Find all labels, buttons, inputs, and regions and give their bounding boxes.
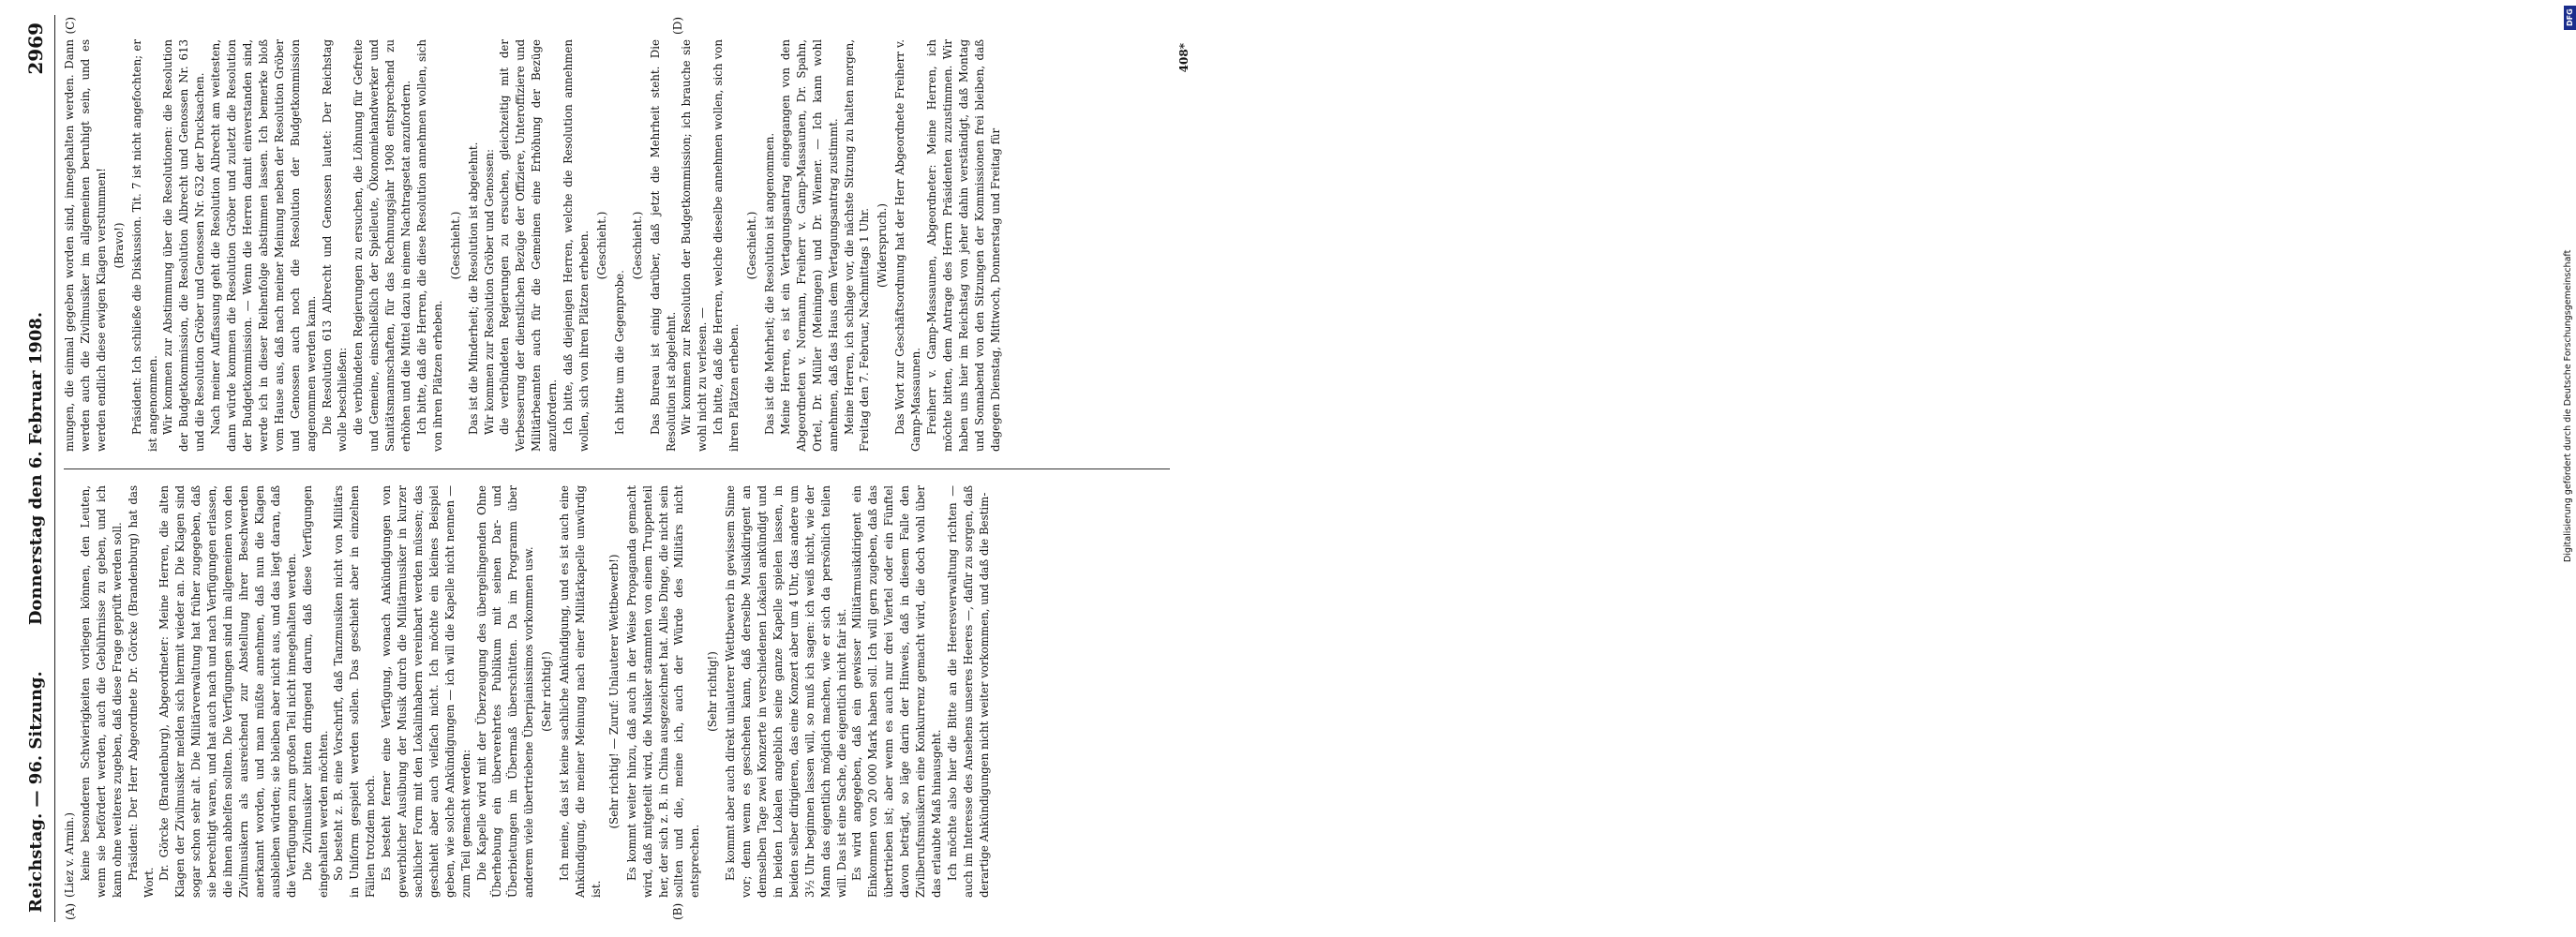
paragraph: die verbündeten Regierungen zu ersuchen, die Löhnung für Gefreite und Gemeine, einschließlich der Spielleute, Ökonomiehandwerker und Sanitätsmannschaften, für das Rechnungsjahr 1908 entsprechend zu erhöhen und die Mittel dazu in einem Nachtragsetat anzufordern. [351,39,412,452]
paragraph: (Geschieht.) [744,211,758,280]
paragraph: Ich möchte also hier die Bitte an die Heeresverwaltung richten — auch im Interesse des Ansehens unseres Heeres —, dafür zu sorgen, daß derartige Ankündigungen nicht weiter vorkommen, und daß die Bestim- [945,485,991,898]
paragraph: Nach meiner Auffassung geht die Resolution Albrecht am weitesten, dann würde kommen die Resolution Gröber und zuletzt die Resolution der Budgetkommission. — Wenn die Herren damit einverstanden sind, werde ich in dieser Reihenfolge abstimmen lassen. Ich bemerke bloß vom Hause aus, daß nach meiner Meinung neben der Resolution Gröber und Genossen auch noch die Resolution der Budgetkommission angenommen werden kann. [208,39,318,452]
paragraph: Die Zivilmusiker bitten dringend darum, daß diese Verfügungen eingehalten werden möchten. [300,485,329,898]
paragraph: Meine Herren, ich schlage vor, die nächste Sitzung zu halten morgen, Freitag den 7. Februar, Nachmittags 1 Uhr. [842,39,871,452]
paragraph: Wir kommen zur Resolution der Budgetkommission; ich brauche sie wohl nicht zu verlesen. — [679,39,709,452]
signature-mark: 408* [1176,43,1191,73]
paragraph: Präsident: Ich schließe die Diskussion. Tit. 7 ist nicht angefochten; er ist angenommen. [129,39,159,452]
paragraph: Das ist die Minderheit; die Resolution ist abgelehnt. [466,141,480,435]
paragraph: Die Resolution 613 Albrecht und Genossen lautet: Der Reichstag wolle beschließen: [320,39,349,452]
dfg-logo-icon: DFG [2564,6,2576,30]
paragraph: (Widerspruch.) [875,203,889,288]
paragraph: Ich bitte, daß die Herren, welche dieselbe annehmen wollen, sich von ihren Plätzen erheben. [711,39,741,452]
paragraph: (Geschieht.) [448,211,462,280]
paragraph: Das ist die Mehrheit; die Resolution ist angenommen. [762,132,776,435]
paragraph: Das Bureau ist einig darüber, daß jetzt die Mehrheit steht. Die Resolution ist abgelehnt. [648,39,678,452]
paragraph: keine besonderen Schwierigkeiten vorliegen können, den Leuten, wenn sie befördert werden, auch die Gebührnisse zu geben, und ich kann ohne weiteres zugeben, daß diese Frage geprüft werden soll. [78,485,124,898]
paragraph: Ich bitte, daß diejenigen Herren, welche die Resolution annehmen wollen, sich von ihren Plätzen erheben. [561,39,591,452]
digitization-sidebar [1281,0,2574,937]
right-text-column [62,39,1168,452]
running-head-date: Donnerstag den 6. Februar 1908. [25,311,46,626]
paragraph: Freiherr v. Gamp-Massaunen, Abgeordneter: Meine Herren, ich möchte bitten, dem Antrage des Herrn Präsidenten zuzustimmen. Wir haben uns hier im Reichstag von jeher dahin verständigt, daß Montag und Sonnabend von den Sitzungen der Kommissionen frei bleiben, daß dagegen Dienstag, Mittwoch, Donnerstag und Freitag für [924,39,1002,452]
margin-marker-b: (B) [670,902,684,920]
page-number: 2969 [23,22,47,75]
column-divider [64,468,1170,469]
paragraph: (Sehr richtig! — Zuruf: Unlauterer Wettbewerb!) [607,554,621,829]
paragraph: (Geschieht.) [594,211,608,280]
paragraph: mungen, die einmal gegeben worden sind, innegehalten werden. Dann werden auch die Zivilmusiker im allgemeinen beruhigt sein, und es werden endlich diese ewigen Klagen verstummen! [62,39,108,452]
paragraph: Wir kommen zur Resolution Gröber und Genossen: [482,149,496,435]
running-head [22,15,55,922]
margin-marker-c: (C) [63,17,77,35]
digitization-credit: Digitalisierung gefördert durch die Deutsche Forschungsgemeinschaft [2563,249,2573,562]
paragraph: (Bravo!) [112,222,126,269]
paragraph: Es kommt weiter hinzu, daß auch in der Weise Propaganda gemacht wird, daß mitgeteilt wird, die Musiker stammten von einem Truppenteil her, der sich z. B. in China ausgezeichnet hat. Alles Dinge, die nicht sein sollten und die, meine ich, auch der Würde des Militärs nicht entsprechen. [624,485,701,898]
paragraph: (Sehr richtig!) [705,651,719,732]
paragraph: Das Wort zur Geschäftsordnung hat der Herr Abgeordnete Freiherr v. Gamp-Massaunen. [892,39,922,452]
paragraph: Präsident: Der Herr Abgeordnete Dr. Görcke (Brandenburg) hat das Wort. [126,485,156,898]
paragraph: (Geschieht.) [630,211,644,280]
paragraph: Die Kapelle wird mit der Überzeugung des übergelingenden Ohne Überhebung ein überverehrtes Publikum mit seinen Dar- und Überbietungen im Übermaß überschütten. Da im Programm über anderem viele übertriebene Überpianissimos vorkommen usw. [474,485,535,898]
left-text-column [62,485,1168,898]
paragraph: Ich bitte, daß die Herren, die diese Resolution annehmen wollen, sich von ihren Plätzen erheben. [414,39,444,452]
paragraph: Es wird angegeben, daß ein gewisser Militärmusikdirigent ein Einkommen von 20 000 Mark haben soll. Ich will gern zugeben, daß das übertrieben ist; aber wenn es auch nur drei Viertel oder ein Fünftel davon beträgt, so läge darin der Hinweis, daß in diesem Falle den Zivilberufsmusikern eine Konkurrenz gemacht wird, die doch wohl über das erlaubte Maß hinausgeht. [849,485,943,898]
paragraph: So besteht z. B. eine Vorschrift, daß Tanzmusiken nicht von Militärs in Uniform gespielt werden sollen. Das geschieht aber in einzelnen Fällen trotzdem noch. [331,485,377,898]
paragraph: Dr. Görcke (Brandenburg), Abgeordneter: Meine Herren, die alten Klagen der Zivilmusiker melden sich hiermit wieder an. Die Klagen sind sogar schon sehr alt. Die Militärverwaltung hat früher zugegeben, daß sie berechtigt waren, und hat auch nach und nach Verfügungen erlassen, die ihnen abhelfen sollten. Die Verfügungen sind im allgemeinen von den Zivilmusikern als ausreichend zur Abstellung ihrer Beschwerden anerkannt worden, und man müßte annehmen, daß nun die Klagen ausbleiben würden; sie bleiben aber nicht aus, und das liegt daran, daß die Verfügungen zum großen Teil nicht innegehalten werden. [157,485,298,898]
rotated-page-content [15,15,1282,922]
running-head-left: Reichstag. — 96. Sitzung. [25,671,46,913]
paragraph: (Sehr richtig!) [539,651,553,732]
paragraph: (Liez v. Armin.) [62,812,76,898]
paragraph: Es kommt aber auch direkt unlauterer Wettbewerb in gewissem Sinne vor; denn wenn es geschehen kann, daß derselbe Musikdirigent an demselben Tage zwei Konzerte in verschiedenen Lokalen ankündigt und in beiden Lokalen angeblich seine ganze Kapelle spielen lassen, in beiden selber dirigieren, das eine Konzert aber um 4 Uhr, das andere um 3½ Uhr beginnen lassen will, so muß ich sagen: ich weiß nicht, wie der Mann das eigentlich möglich machen, wie er sich da persönlich teilen will. Das ist eine Sache, die eigentlich nicht fair ist. [723,485,847,898]
paragraph: Ich bitte um die Gegenprobe. [612,270,626,435]
margin-marker-d: (D) [670,17,684,35]
paragraph: Wir kommen zur Abstimmung über die Resolutionen: die Resolution der Budgetkommission, die Resolution Albrecht und Genossen Nr. 613 und die Resolution Gröber und Genossen Nr. 632 der Drucksachen. [160,39,206,452]
margin-marker-a: (A) [63,902,77,920]
paragraph: Es besteht ferner eine Verfügung, wonach Ankündigungen von gewerblicher Ausübung der Musik durch die Militärmusiker in kurzer sachlicher Form mit den Lokalinhabern vereinbart werden müssen; das geschieht aber auch vielfach nicht. Ich möchte ein kleines Beispiel geben, wie solche Ankündigungen — ich will die Kapelle nicht nennen — zum Teil gemacht werden: [379,485,472,898]
paragraph: Meine Herren, es ist ein Vertagungsantrag eingegangen von den Abgeordneten v. Normann, Freiherr v. Gamp-Massaunen, Dr. Spahn, Ortel, Dr. Müller (Meiningen) und Dr. Wiemer. — Ich kann wohl annehmen, daß das Haus dem Vertagungsantrag zustimmt. [778,39,840,452]
paragraph: die verbündeten Regierungen zu ersuchen, gleichzeitig mit der Verbesserung der dienstlichen Bezüge der Offiziere, Unteroffiziere und Militärbeamten auch für die Gemeinen eine Erhöhung der Bezüge anzufordern. [497,39,559,452]
paragraph: Ich meine, das ist keine sachliche Ankündigung, und es ist auch eine Ankündigung, die meiner Meinung nach einer Militärkapelle unwürdig ist. [557,485,603,898]
